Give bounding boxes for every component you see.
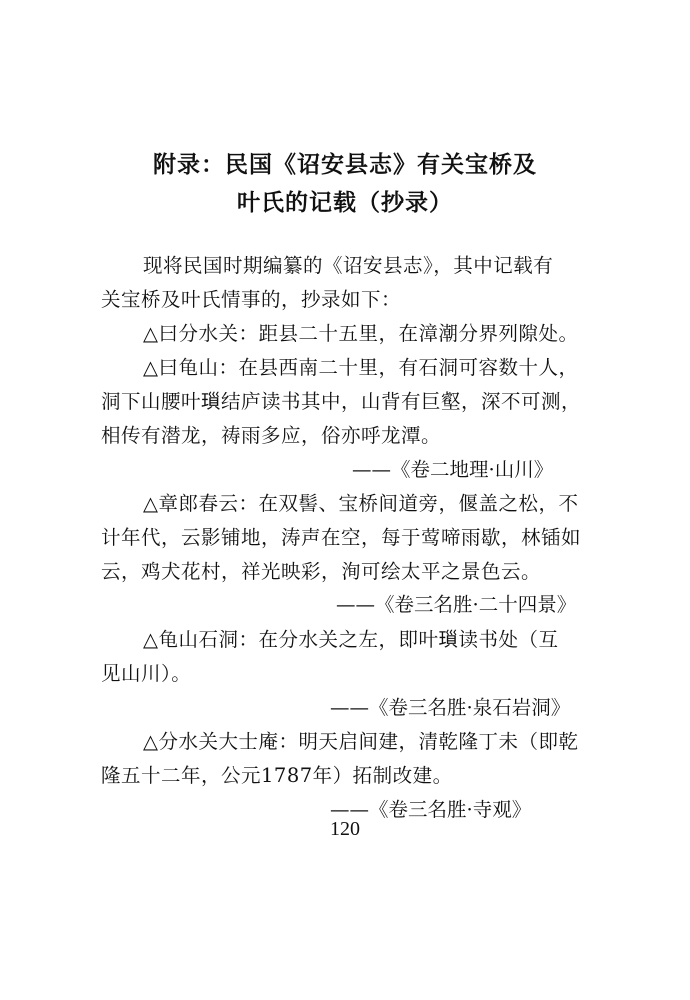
entry-zhanglang-line-3: 云，鸡犬花村，祥光映彩，洵可绘太平之景色云。 [101,560,542,583]
entry-guishan-cave-line-1: △龟山石洞：在分水关之左，即叶𤨏读书处（互 [143,628,559,651]
entry-guishan-line-2: 洞下山腰叶𤨏结庐读书其中，山背有巨壑，深不可测， [101,390,582,413]
intro-line-1: 现将民国时期编纂的《诏安县志》，其中记载有 [143,254,554,277]
source-citation-3: ——《卷三名胜·泉石岩洞》 [330,696,571,719]
intro-line-2: 关宝桥及叶氏情事的，抄录如下： [101,288,402,311]
entry-guishan-cave-line-2: 见山川）。 [101,662,192,685]
entry-dashian-line-2: 隆五十二年，公元1787年）拓制改建。 [101,764,453,787]
source-citation-4: ——《卷三名胜·寺观》 [330,798,532,821]
entry-zhanglang-line-2: 计年代，云影铺地，涛声在空，每于莺啼雨歇，林锸如 [101,526,582,549]
source-citation-2: ——《卷三名胜·二十四景》 [336,593,577,616]
entry-guishan-line-3: 相传有潜龙，祷雨多应，俗亦呼龙潭。 [101,424,442,447]
entry-guishan-line-1: △曰龟山：在县西南二十里，有石洞可容数十人， [143,356,579,379]
entry-zhanglang-line-1: △章郎春云：在双髻、宝桥间道旁，偃盖之松，不 [143,492,579,515]
entry-dashian-line-1: △分水关大士庵：明天启间建，清乾隆丁未（即乾 [143,730,579,753]
page-number: 120 [330,818,360,840]
title-line-1: 附录：民国《诏安县志》有关宝桥及 [153,152,537,178]
entry-fenshuiguan: △曰分水关：距县二十五里，在漳潮分界列隙处。 [143,322,579,345]
source-citation-1: ——《卷二地理·山川》 [352,458,554,481]
title-line-2: 叶氏的记载（抄录） [237,190,453,216]
